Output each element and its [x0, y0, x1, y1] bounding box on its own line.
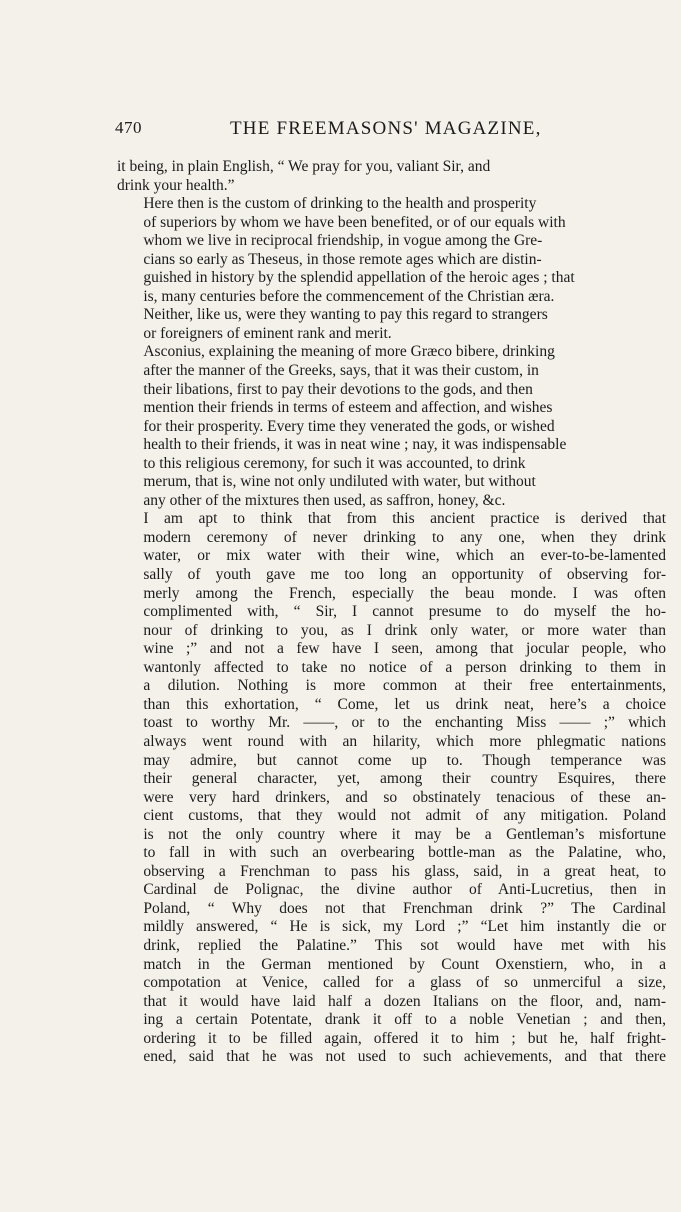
text-line: mildly answered, “ He is sick, my Lord ;” “Let him instantly die or: [143, 918, 666, 936]
text-line: Poland, “ Why does not that Frenchman drink ?” The Cardinal: [143, 899, 666, 917]
paragraph-asconius: [117, 343, 666, 510]
text-line: of superiors by whom we have been benefited, or of our equals with: [143, 213, 566, 231]
text-line: always went round with an hilarity, which more phlegmatic nations: [143, 732, 666, 750]
paragraph-modern-ceremony: [117, 510, 666, 1066]
text-line: cient customs, that they would not admit of any mitigation. Poland: [143, 807, 666, 825]
text-line: I am apt to think that from this ancient practice is derived that: [143, 510, 666, 528]
text-line: nour of drinking to you, as I drink only water, or more water than: [143, 621, 666, 639]
text-line: compotation at Venice, called for a glass of so unmerciful a size,: [143, 974, 666, 992]
text-line: than this exhortation, “ Come, let us drink neat, here’s a choice: [143, 695, 666, 713]
text-line: or foreigners of eminent rank and merit.: [143, 324, 392, 342]
text-line: observing a Frenchman to pass his glass, said, in a great heat, to: [143, 862, 666, 880]
text-line: wantonly affected to take no notice of a person drinking to them in: [143, 658, 666, 676]
text-line: health to their friends, it was in neat wine ; nay, it was indispensable: [143, 436, 567, 454]
paragraph-custom-of-drinking: [117, 195, 666, 343]
text-line: is not the only country where it may be a Gentleman’s misfortune: [143, 825, 666, 843]
text-line: may admire, but cannot come up to. Though temperance was: [143, 751, 666, 769]
text-line: it being, in plain English, “ We pray for you, valiant Sir, and: [117, 158, 491, 175]
text-line: Asconius, explaining the meaning of more Græco bibere, drinking: [143, 343, 555, 361]
text-line: after the manner of the Greeks, says, that it was their custom, in: [143, 362, 539, 380]
text-line: wine ;” and not a few have I seen, among that jocular people, who: [143, 640, 666, 658]
text-line: toast to worthy Mr. ——, or to the enchanting Miss —— ;” which: [143, 714, 666, 732]
text-line: their libations, first to pay their devotions to the gods, and then: [143, 380, 533, 398]
text-line: merum, that is, wine not only undiluted with water, but without: [143, 473, 536, 491]
text-line: ordering it to be filled again, offered it to him ; but he, half fright-: [143, 1029, 666, 1047]
text-line: to fall in with such an overbearing bottle-man as the Palatine, who,: [143, 844, 666, 862]
text-line: complimented with, “ Sir, I cannot presume to do myself the ho-: [143, 603, 666, 621]
text-line: cians so early as Theseus, in those remote ages which are distin-: [143, 250, 542, 268]
article-body: [117, 158, 666, 1067]
text-line: drink, replied the Palatine.” This sot would have met with his: [143, 936, 666, 954]
text-line: were very hard drinkers, and so obstinately tenacious of these an-: [143, 788, 666, 806]
page-header: [115, 118, 667, 148]
text-line: whom we live in reciprocal friendship, in vogue among the Gre-: [143, 232, 543, 250]
text-line: a dilution. Nothing is more common at their free entertainments,: [143, 677, 666, 695]
text-line: merly among the French, especially the beau monde. I was often: [143, 584, 666, 602]
text-line: their general character, yet, among their country Esquires, there: [143, 770, 666, 788]
text-line: drink your health.”: [117, 176, 235, 194]
paragraph-continuation: [117, 158, 666, 195]
text-line: Here then is the custom of drinking to the health and prosperity: [143, 195, 537, 213]
text-line: match in the German mentioned by Count Oxenstiern, who, in a: [143, 955, 666, 973]
text-line: Neither, like us, were they wanting to pay this regard to strangers: [143, 306, 548, 324]
text-line: to this religious ceremony, for such it was accounted, to drink: [143, 454, 526, 472]
text-line: mention their friends in terms of esteem and affection, and wishes: [143, 399, 553, 417]
text-line: any other of the mixtures then used, as saffron, honey, &c.: [143, 491, 506, 509]
text-line: ened, said that he was not used to such achievements, and that there: [143, 1048, 666, 1066]
text-line: guished in history by the splendid appellation of the heroic ages ; that: [143, 269, 575, 287]
page-number: 470: [115, 118, 142, 137]
text-line: water, or mix water with their wine, which an ever-to-be-lamented: [143, 547, 666, 565]
text-line: modern ceremony of never drinking to any one, when they drink: [143, 528, 666, 546]
text-line: that it would have laid half a dozen Italians on the floor, and, nam-: [143, 992, 666, 1010]
text-line: Cardinal de Polignac, the divine author of Anti-Lucretius, then in: [143, 881, 666, 899]
running-title: THE FREEMASONS' MAGAZINE,: [230, 118, 542, 139]
text-line: ing a certain Potentate, drank it off to a noble Venetian ; and then,: [143, 1011, 666, 1029]
text-line: sally of youth gave me too long an opportunity of observing for-: [143, 566, 666, 584]
text-line: for their prosperity. Every time they venerated the gods, or wished: [143, 417, 555, 435]
text-line: is, many centuries before the commencement of the Christian æra.: [143, 287, 555, 305]
